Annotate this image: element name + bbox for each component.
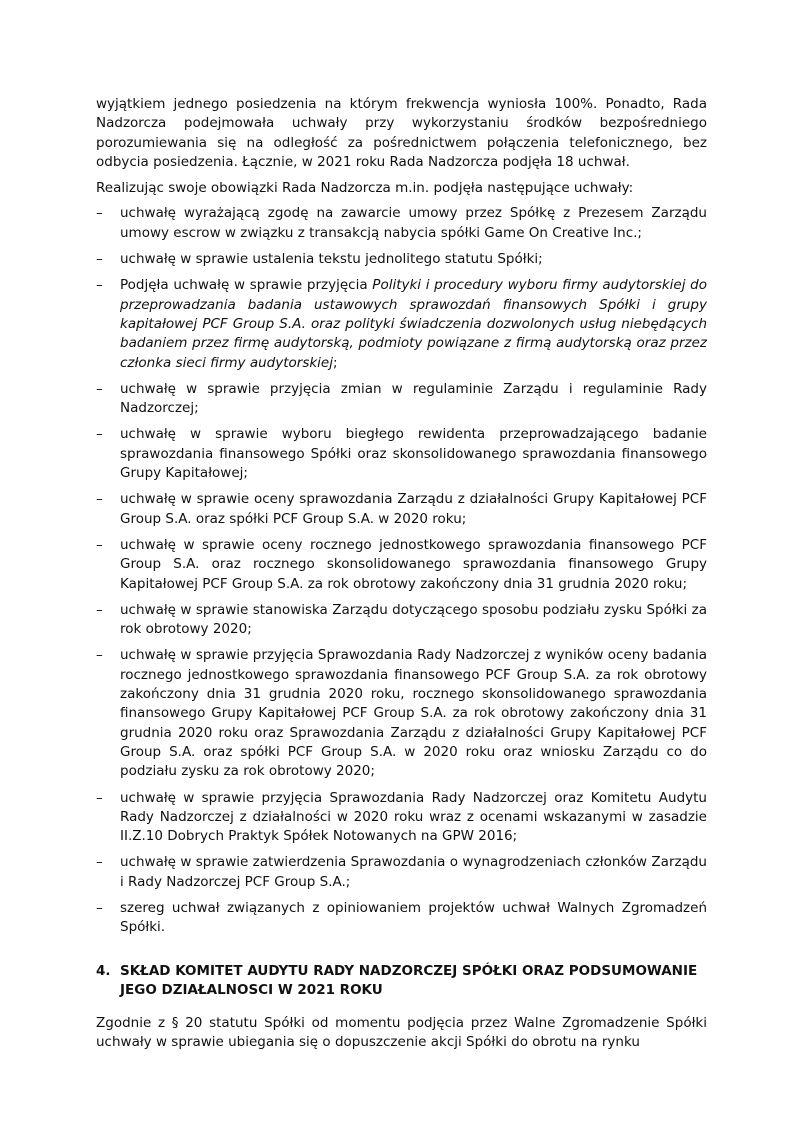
list-item	[96, 380, 707, 419]
list-item	[96, 899, 707, 938]
dash-bullet: –	[96, 205, 103, 222]
document-page	[96, 95, 707, 1053]
dash-bullet: –	[96, 899, 103, 916]
dash-bullet: –	[96, 491, 103, 508]
policy-title-italic: Polityki i procedury wyboru firmy audytorskiej do przeprowadzania badania ustawowych sprawozdań finansowych Spółki i grupy kapitałowej PCF Group S.A. oraz polityki świadczenia dozwolonych usług niebędących badaniem przez firmę audytorską, podmioty powiązane z firmą audytorską oraz przez członka sieci firmy audytorskiej	[120, 277, 707, 371]
dash-bullet: –	[96, 789, 103, 806]
list-item	[96, 276, 707, 372]
list-item	[96, 536, 707, 594]
list-item	[96, 853, 707, 892]
list-item-text: uchwałę w sprawie wyboru biegłego rewidenta przeprowadzającego badanie sprawozdania finansowego Spółki oraz skonsolidowanego sprawozdania finansowego Grupy Kapitałowej;	[120, 426, 707, 482]
list-item	[96, 204, 707, 243]
list-item-text: uchwałę w sprawie przyjęcia Sprawozdania Rady Nadzorczej oraz Komitetu Audytu Rady Nadzorczej z działalności w 2020 roku wraz z ocenami wskazanymi w zasadzie II.Z.10 Dobrych Praktyk Spółek Notowanych na GPW 2016;	[120, 789, 707, 845]
list-item-text: uchwałę w sprawie ustalenia tekstu jednolitego statutu Spółki;	[120, 251, 543, 268]
list-item-text: uchwałę w sprawie przyjęcia zmian w regulaminie Zarządu i regulaminie Rady Nadzorczej;	[120, 380, 707, 417]
list-item-text: uchwałę w sprawie przyjęcia Sprawozdania Rady Nadzorczej z wyników oceny badania rocznego jednostkowego sprawozdania finansowego PCF Group S.A. za rok obrotowy zakończony dnia 31 grudnia 2020 roku, rocznego skonsolidowanego sprawozdania finansowego Grupy Kapitałowej PCF Group S.A. za rok obrotowy zakończony dnia 31 grudnia 2020 roku oraz Sprawozdania Zarządu z działalności Grupy Kapitałowej PCF Group S.A. oraz spółki PCF Group S.A. w 2020 roku oraz wniosku Zarządu co do podziału zysku za rok obrotowy 2020;	[120, 647, 707, 780]
list-item-text-suffix: ;	[333, 354, 338, 371]
list-item	[96, 789, 707, 847]
section-number: 4.	[96, 962, 111, 979]
dash-bullet: –	[96, 277, 103, 294]
dash-bullet: –	[96, 251, 103, 268]
resolutions-list	[96, 204, 707, 937]
list-item	[96, 646, 707, 781]
section-body-paragraph: Zgodnie z § 20 statutu Spółki od momentu podjęcia przez Walne Zgromadzenie Spółki uchwały w sprawie ubiegania się o dopuszczenie akcji Spółki do obrotu na rynku	[96, 1015, 707, 1051]
list-item	[96, 601, 707, 640]
list-item-text: uchwałę w sprawie zatwierdzenia Sprawozdania o wynagrodzeniach członków Zarządu i Rady Nadzorczej PCF Group S.A.;	[120, 854, 707, 890]
list-item-text: szereg uchwał związanych z opiniowaniem projektów uchwał Walnych Zgromadzeń Spółki.	[120, 899, 707, 936]
section-heading	[96, 962, 707, 1001]
dash-bullet: –	[96, 426, 103, 443]
list-item	[96, 250, 707, 269]
list-item-text-prefix: Podjęła uchwałę w sprawie przyjęcia	[120, 277, 373, 294]
list-item-text: uchwałę w sprawie oceny rocznego jednostkowego sprawozdania finansowego PCF Group S.A. oraz rocznego skonsolidowanego sprawozdania finansowego Grupy Kapitałowej PCF Group S.A. za rok obrotowy zakończony dnia 31 grudnia 2020 roku;	[120, 536, 707, 592]
list-item-text: uchwałę w sprawie oceny sprawozdania Zarządu z działalności Grupy Kapitałowej PCF Group S.A. oraz spółki PCF Group S.A. w 2020 roku;	[120, 491, 707, 527]
list-item	[96, 425, 707, 483]
dash-bullet: –	[96, 536, 103, 553]
dash-bullet: –	[96, 380, 103, 397]
dash-bullet: –	[96, 601, 103, 618]
dash-bullet: –	[96, 854, 103, 871]
list-item-text	[120, 276, 707, 372]
list-item	[96, 490, 707, 529]
dash-bullet: –	[96, 647, 103, 664]
resolutions-lead-paragraph: Realizując swoje obowiązki Rada Nadzorcza m.in. podjęła następujące uchwały:	[96, 180, 634, 197]
section-title: SKŁAD KOMITET AUDYTU RADY NADZORCZEJ SPÓŁKI ORAZ PODSUMOWANIE JEGO DZIAŁALNOSCI W 2021 ROKU	[120, 962, 698, 998]
list-item-text: uchwałę w sprawie stanowiska Zarządu dotyczącego sposobu podziału zysku Spółki za rok obrotowy 2020;	[120, 601, 707, 638]
list-item-text: uchwałę wyrażającą zgodę na zawarcie umowy przez Spółkę z Prezesem Zarządu umowy escrow w związku z transakcją nabycia spółki Game On Creative Inc.;	[120, 205, 707, 241]
intro-paragraph: wyjątkiem jednego posiedzenia na którym frekwencja wyniosła 100%. Ponadto, Rada Nadzorcza podejmowała uchwały przy wykorzystaniu środków bezpośredniego porozumiewania się na odległość za pośrednictwem połączenia telefonicznego, bez odbycia posiedzenia. Łącznie, w 2021 roku Rada Nadzorcza podjęła 18 uchwał.	[96, 96, 707, 170]
